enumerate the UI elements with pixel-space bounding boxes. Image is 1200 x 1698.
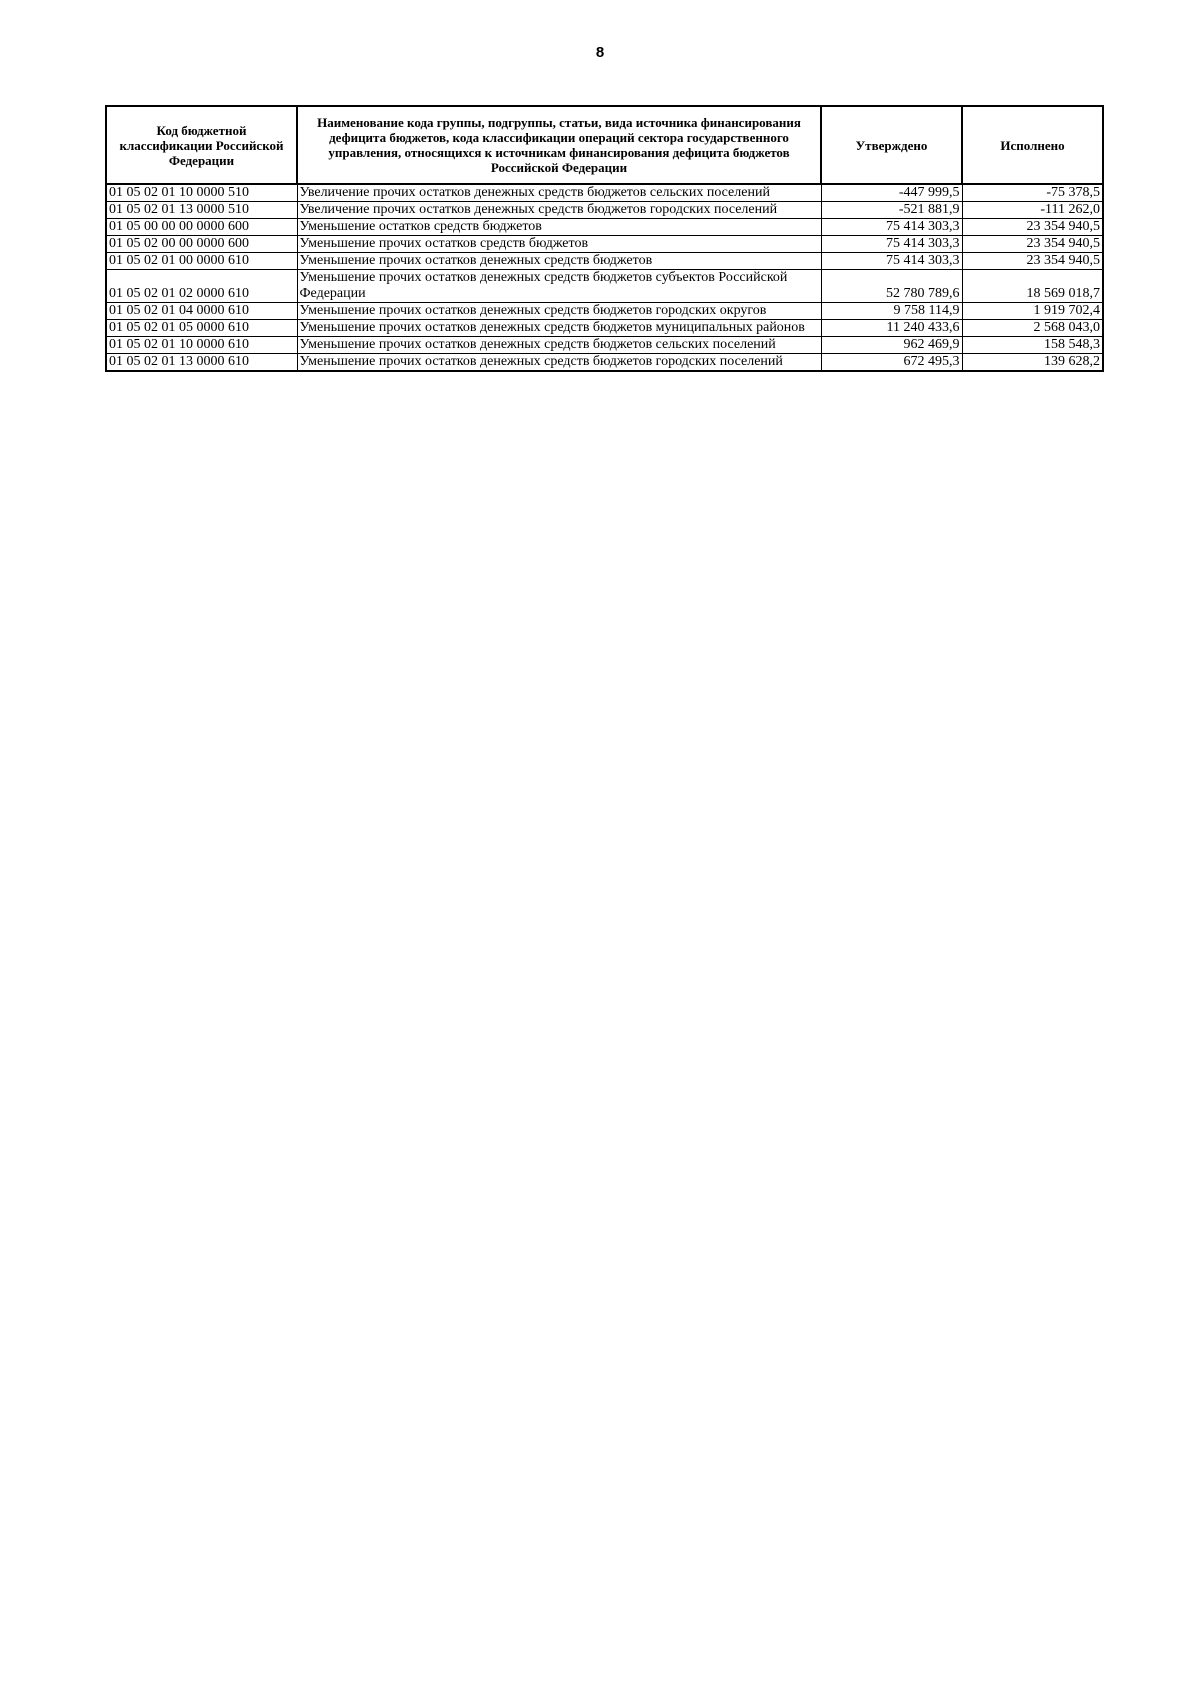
row-code: 01 05 02 01 02 0000 610 <box>106 270 297 303</box>
table-header-row <box>106 106 1103 184</box>
row-code: 01 05 00 00 00 0000 600 <box>106 219 297 236</box>
header-code: Код бюджетной классификации Российской Федерации <box>106 106 297 184</box>
table-row <box>106 219 1103 236</box>
table-row <box>106 270 1103 303</box>
table-row <box>106 236 1103 253</box>
table-row <box>106 337 1103 354</box>
row-executed: -111 262,0 <box>962 202 1103 219</box>
table-row <box>106 303 1103 320</box>
header-approved: Утверждено <box>821 106 962 184</box>
row-code: 01 05 02 01 13 0000 510 <box>106 202 297 219</box>
row-approved: 9 758 114,9 <box>821 303 962 320</box>
row-executed: 1 919 702,4 <box>962 303 1103 320</box>
row-approved: 962 469,9 <box>821 337 962 354</box>
table-row <box>106 202 1103 219</box>
row-name: Уменьшение прочих остатков денежных средств бюджетов городских поселений <box>297 354 821 372</box>
row-name: Уменьшение прочих остатков средств бюджетов <box>297 236 821 253</box>
row-executed: 23 354 940,5 <box>962 253 1103 270</box>
row-approved: 75 414 303,3 <box>821 219 962 236</box>
row-name: Уменьшение прочих остатков денежных средств бюджетов муниципальных районов <box>297 320 821 337</box>
row-code: 01 05 02 01 13 0000 610 <box>106 354 297 372</box>
row-executed: 2 568 043,0 <box>962 320 1103 337</box>
row-name: Увеличение прочих остатков денежных средств бюджетов сельских поселений <box>297 184 821 202</box>
row-code: 01 05 02 01 10 0000 510 <box>106 184 297 202</box>
table-row <box>106 354 1103 372</box>
row-code: 01 05 02 01 00 0000 610 <box>106 253 297 270</box>
page-number: 8 <box>595 44 605 61</box>
row-approved: 11 240 433,6 <box>821 320 962 337</box>
row-code: 01 05 02 01 05 0000 610 <box>106 320 297 337</box>
row-name: Уменьшение прочих остатков денежных средств бюджетов сельских поселений <box>297 337 821 354</box>
header-name: Наименование кода группы, подгруппы, статьи, вида источника финансирования дефицита бюджетов, кода классификации операций сектора государственного управления, относящихся к источникам финансирования дефицита бюджетов Российской Федерации <box>297 106 821 184</box>
header-executed: Исполнено <box>962 106 1103 184</box>
row-executed: 18 569 018,7 <box>962 270 1103 303</box>
row-name: Увеличение прочих остатков денежных средств бюджетов городских поселений <box>297 202 821 219</box>
row-executed: 158 548,3 <box>962 337 1103 354</box>
table-row <box>106 184 1103 202</box>
row-executed: 23 354 940,5 <box>962 236 1103 253</box>
row-name: Уменьшение прочих остатков денежных средств бюджетов городских округов <box>297 303 821 320</box>
row-name: Уменьшение прочих остатков денежных средств бюджетов субъектов Российской Федерации <box>297 270 821 303</box>
budget-sources-table <box>105 105 1104 372</box>
row-executed: 139 628,2 <box>962 354 1103 372</box>
row-approved: 672 495,3 <box>821 354 962 372</box>
table-row <box>106 320 1103 337</box>
row-approved: -447 999,5 <box>821 184 962 202</box>
row-approved: 52 780 789,6 <box>821 270 962 303</box>
row-name: Уменьшение прочих остатков денежных средств бюджетов <box>297 253 821 270</box>
table-row <box>106 253 1103 270</box>
row-approved: 75 414 303,3 <box>821 253 962 270</box>
row-executed: -75 378,5 <box>962 184 1103 202</box>
row-code: 01 05 02 01 10 0000 610 <box>106 337 297 354</box>
row-approved: 75 414 303,3 <box>821 236 962 253</box>
row-code: 01 05 02 00 00 0000 600 <box>106 236 297 253</box>
row-approved: -521 881,9 <box>821 202 962 219</box>
row-code: 01 05 02 01 04 0000 610 <box>106 303 297 320</box>
row-executed: 23 354 940,5 <box>962 219 1103 236</box>
row-name: Уменьшение остатков средств бюджетов <box>297 219 821 236</box>
